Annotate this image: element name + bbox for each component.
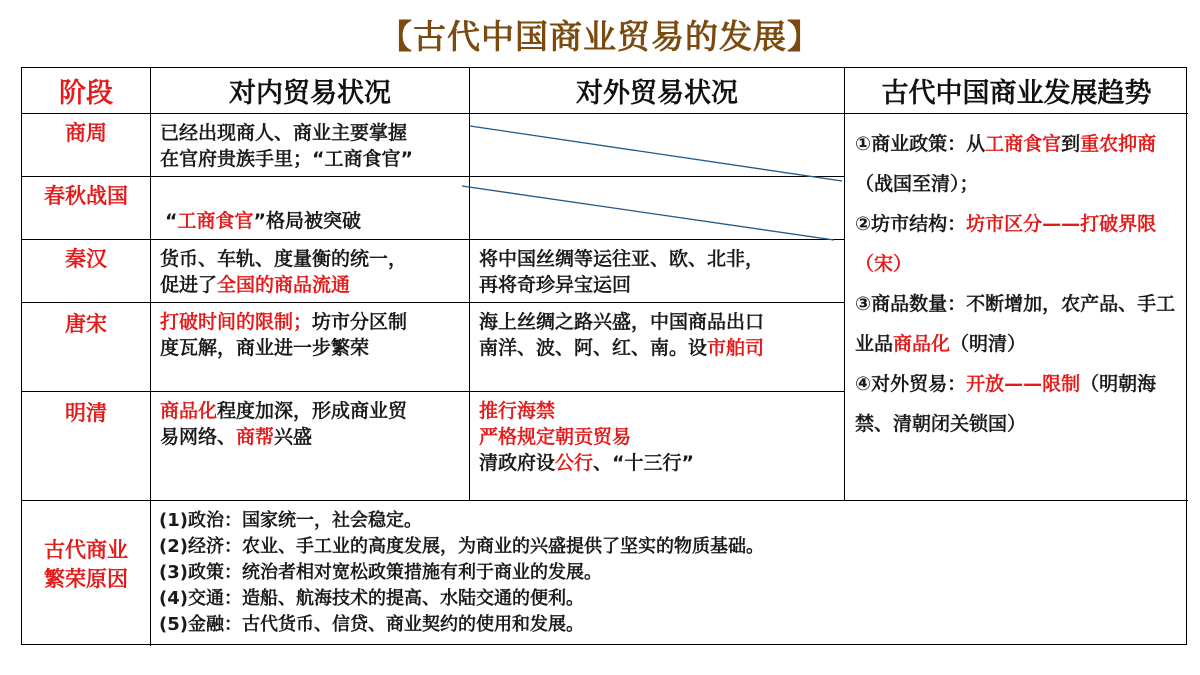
diagonal-line-shangzhou (470, 126, 842, 181)
foreign-qinhan (470, 246, 844, 298)
foreign-tangsong-red: 市舶司 (707, 337, 765, 359)
domestic-shangzhou-line2: 在官府贵族手里；“工商食官” (160, 148, 413, 170)
foreign-tangsong (470, 309, 844, 361)
stage-mingqing: 明清 (65, 401, 107, 425)
domestic-mingqing-rest1: 程度加深，形成商业贸 (217, 400, 408, 422)
trend-quantity-rest: （明清） (950, 333, 1027, 355)
foreign-mingqing-pre3: 清政府设 (479, 452, 556, 474)
trend-fangshi-red: 坊市区分——打破界限（宋） (855, 213, 1157, 275)
domestic-tangsong (151, 309, 469, 361)
reasons-label: 古代商业繁荣原因 (44, 538, 128, 591)
foreign-tangsong-line2 (479, 335, 844, 361)
domestic-chunqiu-rest: ”格局被突破 (253, 210, 362, 232)
reason-item: (5)金融：古代货币、信贷、商业契约的使用和发展。 (159, 614, 584, 635)
reason-item: (2)经济：农业、手工业的高度发展，为商业的兴盛提供了坚实的物质基础。 (159, 536, 764, 557)
domestic-chunqiu-quote: “ (165, 210, 178, 232)
domestic-mingqing-line2 (160, 424, 469, 450)
domestic-mingqing-pre2: 易网络、 (160, 426, 237, 448)
domestic-qinhan-line2 (160, 272, 469, 298)
header-stage: 阶段 (59, 78, 113, 109)
commerce-table (21, 67, 1187, 645)
trend-policy-mid: 到 (1061, 133, 1081, 155)
trend-quantity-red: 商品化 (893, 333, 951, 355)
diagonal-line-chunqiu (462, 186, 834, 240)
foreign-mingqing-red3: 公行 (555, 452, 594, 474)
trend-list (845, 124, 1188, 444)
domestic-mingqing-rest2: 兴盛 (274, 426, 313, 448)
domestic-mingqing-line1 (160, 398, 469, 424)
trend-foreign-red: 开放——限制 (966, 373, 1081, 395)
grid-line (22, 500, 1188, 501)
domestic-mingqing (151, 398, 469, 450)
domestic-qinhan-pre: 促进了 (160, 274, 218, 296)
reasons-list (151, 508, 1188, 638)
domestic-tangsong-line2: 度瓦解，商业进一步繁荣 (160, 337, 370, 359)
trend-policy-rest: （战国至清）； (855, 173, 979, 195)
stage-chunqiu: 春秋战国 (44, 184, 128, 208)
foreign-mingqing (470, 398, 844, 476)
trend-quantity-pre: ③商品数量：不断增加，农产品、手工业品 (855, 293, 1176, 355)
foreign-tangsong-pre: 南洋、波、阿、红、南。设 (479, 337, 708, 359)
trend-policy-red1: 工商食官 (985, 133, 1062, 155)
domestic-tangsong-red: 打破时间的限制； (160, 311, 313, 333)
domestic-chunqiu-red: 工商食官 (177, 210, 254, 232)
foreign-qinhan-line2: 再将奇珍异宝运回 (479, 274, 632, 296)
trend-policy-red2: 重农抑商 (1080, 133, 1157, 155)
trend-item-foreign (855, 364, 1182, 444)
foreign-mingqing-line1: 推行海禁 (479, 400, 556, 422)
stage-shangzhou: 商周 (65, 121, 107, 145)
foreign-mingqing-rest3: 、“十三行” (593, 452, 695, 474)
reason-item: (3)政策：统治者相对宽松政策措施有利于商业的发展。 (159, 562, 602, 583)
domestic-mingqing-red1: 商品化 (160, 400, 218, 422)
domestic-qinhan-red: 全国的商品流通 (217, 274, 351, 296)
domestic-chunqiu (151, 208, 469, 234)
reason-item: (1)政治：国家统一，社会稳定。 (159, 510, 422, 531)
trend-item-policy (855, 124, 1182, 204)
stage-qinhan: 秦汉 (65, 247, 107, 271)
domestic-qinhan (151, 246, 469, 298)
header-foreign-trade: 对外贸易状况 (576, 78, 738, 109)
foreign-mingqing-line3 (479, 450, 844, 476)
domestic-tangsong-line1 (160, 309, 469, 335)
trend-fangshi-pre: ②坊市结构： (855, 213, 967, 235)
page-title: 【古代中国商业贸易的发展】 (379, 17, 821, 56)
header-domestic-trade: 对内贸易状况 (229, 78, 391, 109)
foreign-mingqing-line2: 严格规定朝贡贸易 (479, 426, 632, 448)
trend-policy-pre: ①商业政策：从 (855, 133, 986, 155)
trend-foreign-rest: （明朝海禁、清朝闭关锁国） (855, 373, 1157, 435)
domestic-qinhan-line1: 货币、车轨、度量衡的统一， (160, 248, 408, 270)
domestic-shangzhou-line1: 已经出现商人、商业主要掌握 (160, 122, 408, 144)
trend-item-fangshi (855, 204, 1182, 284)
trend-foreign-pre: ④对外贸易： (855, 373, 967, 395)
foreign-qinhan-line1: 将中国丝绸等运往亚、欧、北非， (479, 248, 765, 270)
domestic-shangzhou (151, 120, 469, 172)
trend-item-quantity (855, 284, 1182, 364)
stage-tangsong: 唐宋 (65, 312, 107, 336)
domestic-tangsong-rest: 坊市分区制 (312, 311, 408, 333)
reason-item: (4)交通：造船、航海技术的提高、水陆交通的便利。 (159, 588, 584, 609)
header-trend: 古代中国商业发展趋势 (881, 78, 1152, 109)
foreign-tangsong-line1: 海上丝绸之路兴盛，中国商品出口 (479, 311, 765, 333)
domestic-mingqing-red2: 商帮 (236, 426, 275, 448)
